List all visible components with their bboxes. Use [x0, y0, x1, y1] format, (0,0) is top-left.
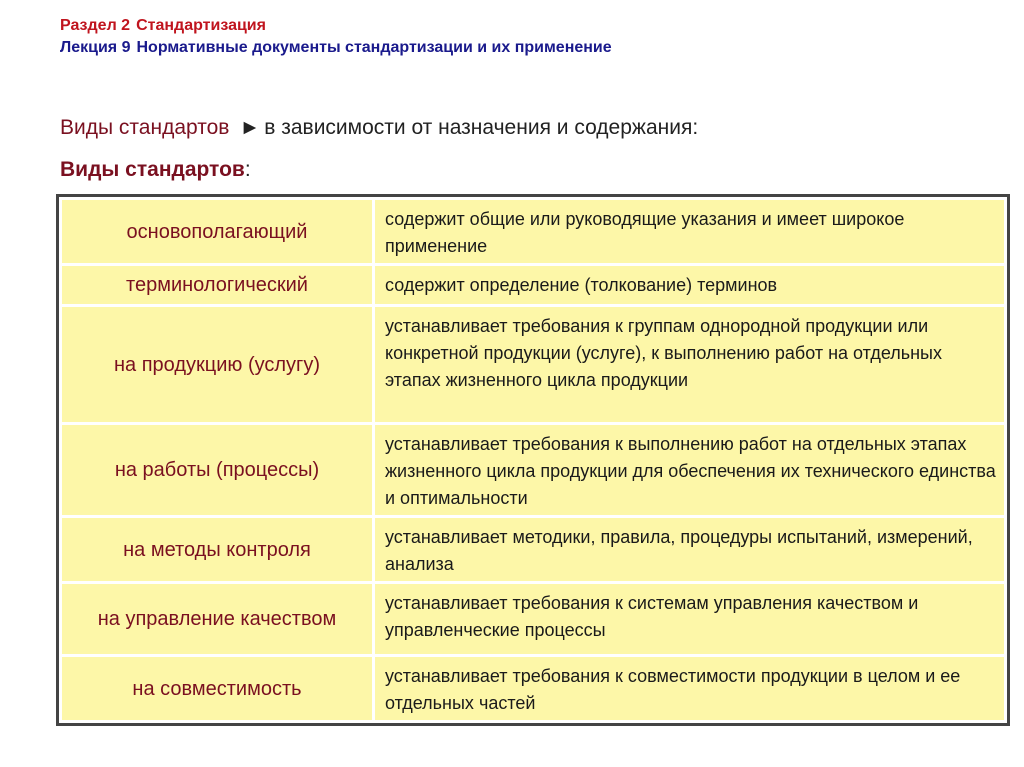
- table-row: [62, 266, 1004, 304]
- standard-type-cell: на работы (процессы): [62, 425, 372, 515]
- standard-type-cell: на управление качеством: [62, 584, 372, 654]
- standard-description-cell: устанавливает методики, правила, процедуры испытаний, измерений, анализа: [375, 518, 1004, 581]
- slide-subtitle: [60, 116, 698, 140]
- standard-type-cell: основополагающий: [62, 200, 372, 263]
- table-row: [62, 518, 1004, 581]
- standard-description-cell: устанавливает требования к выполнению работ на отдельных этапах жизненного цикла продукции для обеспечения их технического единства и оптимальности: [375, 425, 1004, 515]
- lecture-label: Лекция 9: [60, 39, 131, 56]
- standard-description-cell: устанавливает требования к системам управления качеством и управленческие процессы: [375, 584, 1004, 654]
- slide-header: [60, 15, 612, 59]
- table-title: Виды стандартов:: [60, 158, 251, 181]
- arrow-icon: ►: [239, 116, 261, 139]
- standard-description-cell: устанавливает требования к совместимости продукции в целом и ее отдельных частей: [375, 657, 1004, 720]
- standards-table-grid: [59, 197, 1007, 723]
- section-title: Стандартизация: [136, 17, 266, 34]
- subtitle-lead: Виды стандартов: [60, 116, 230, 139]
- standard-description-cell: содержит определение (толкование) терминов: [375, 266, 1004, 304]
- table-title-text: Виды стандартов: [60, 158, 245, 181]
- standard-description-cell: устанавливает требования к группам однородной продукции или конкретной продукции (услуге), к выполнению работ на отдельных этапах жизненного цикла продукции: [375, 307, 1004, 422]
- standard-type-cell: на продукцию (услугу): [62, 307, 372, 422]
- lecture-title: Нормативные документы стандартизации и их применение: [136, 39, 612, 56]
- section-label: Раздел 2: [60, 17, 131, 34]
- standard-type-cell: на методы контроля: [62, 518, 372, 581]
- subtitle-rest: в зависимости от назначения и содержания:: [264, 116, 699, 139]
- table-row: [62, 657, 1004, 720]
- table-row: [62, 200, 1004, 263]
- standards-table: [56, 194, 1010, 726]
- standard-type-cell: терминологический: [62, 266, 372, 304]
- standard-type-cell: на совместимость: [62, 657, 372, 720]
- section-heading: [60, 15, 612, 37]
- standard-description-cell: содержит общие или руководящие указания и имеет широкое применение: [375, 200, 1004, 263]
- table-row: [62, 425, 1004, 515]
- lecture-heading: [60, 37, 612, 59]
- table-row: [62, 307, 1004, 422]
- table-row: [62, 584, 1004, 654]
